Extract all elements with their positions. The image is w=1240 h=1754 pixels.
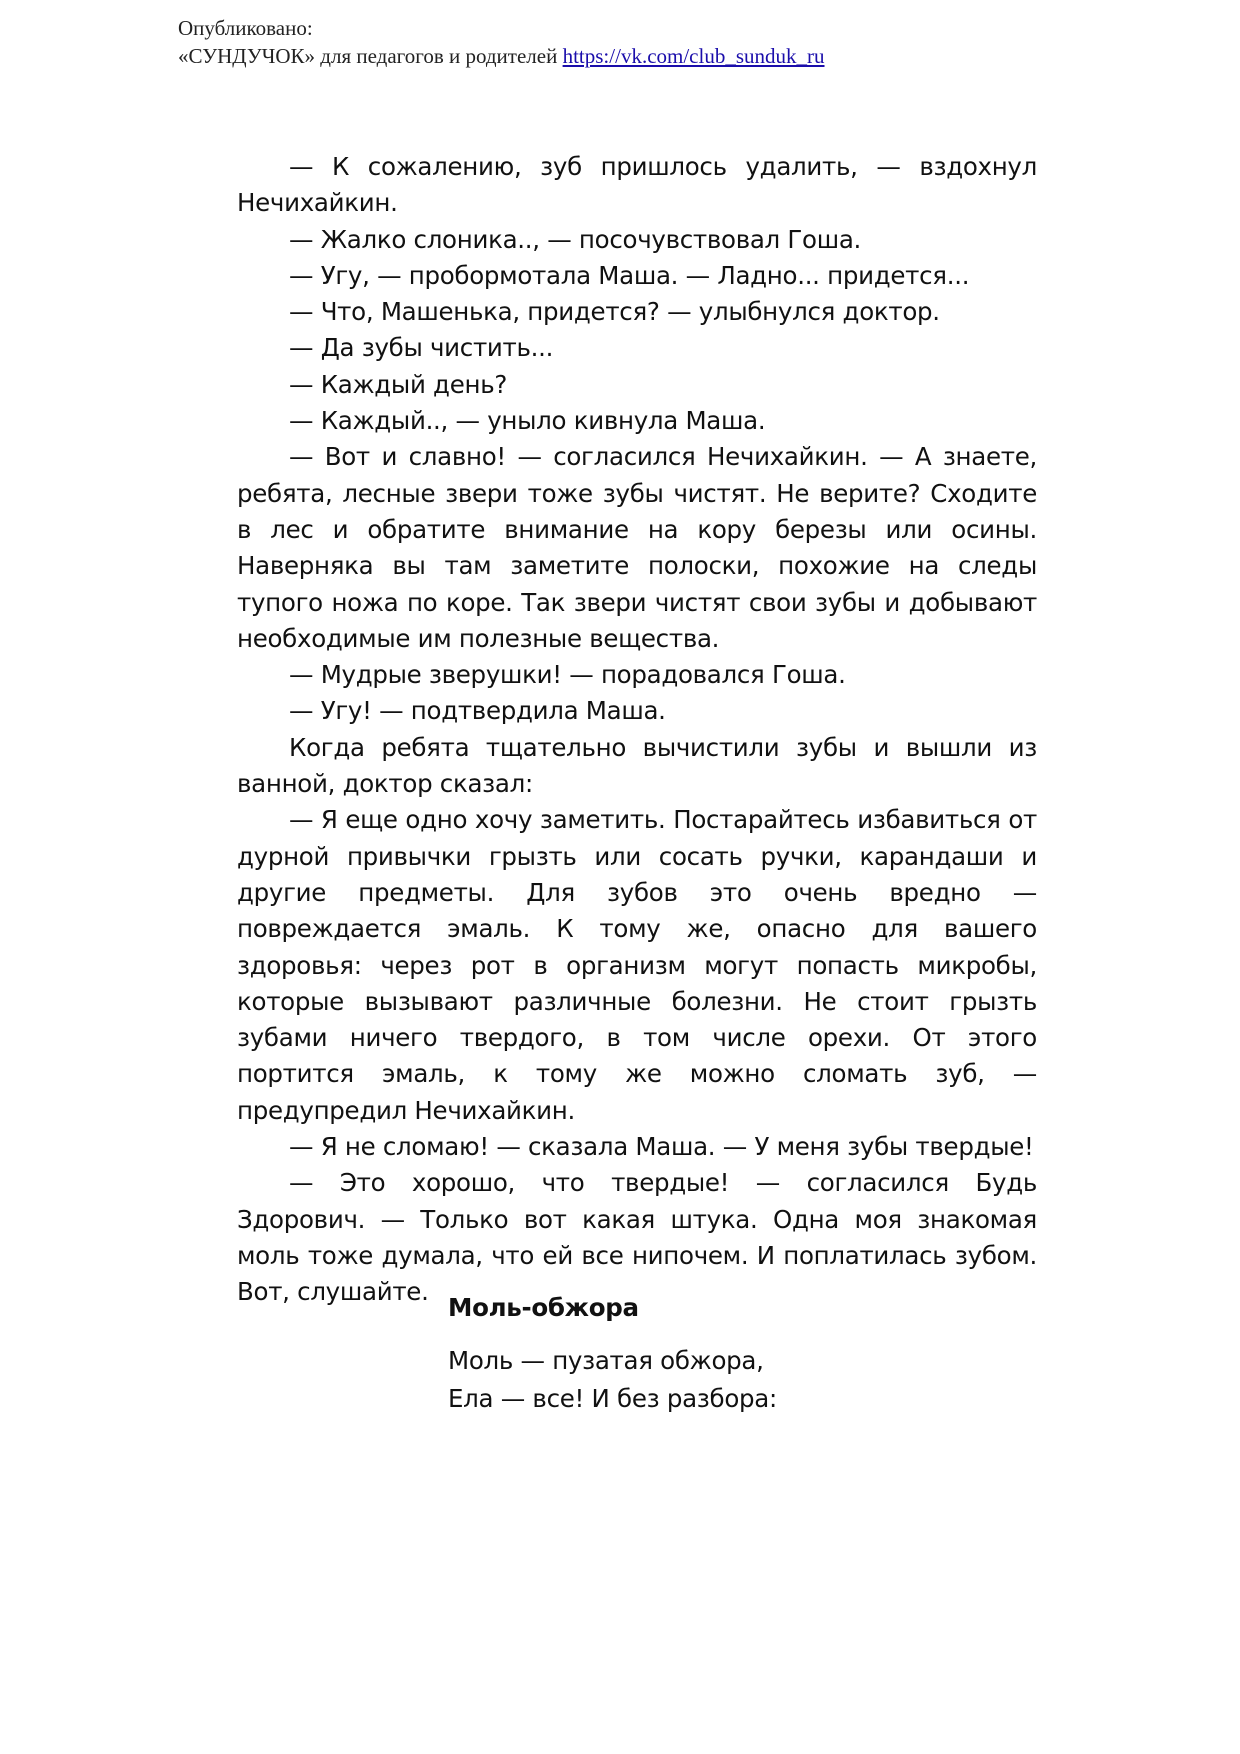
poem-line: Моль — пузатая обжора, (448, 1346, 764, 1375)
paragraph-6: — Каждый день? (289, 369, 508, 399)
publisher-line (178, 42, 825, 70)
paragraph-10: — Угу! — подтвердила Маша. (289, 696, 666, 726)
paragraph-14: — Это хорошо, что твердые! — согласился Будь Здорович. — Только вот какая штука. Одна моя знакомая моль тоже думала, что ей все нипочем. И поплатилась зубом. Вот, слушайте. (237, 1168, 1037, 1307)
paragraph-7: — Каждый.., — уныло кивнула Маша. (289, 406, 766, 436)
paragraph-4: — Что, Машенька, придется? — улыбнулся доктор. (289, 297, 940, 327)
paragraph-13: — Я не сломаю! — сказала Маша. — У меня зубы твердые! (289, 1132, 1034, 1162)
paragraph-3: — Угу, — пробормотала Маша. — Ладно... придется... (289, 260, 970, 290)
paragraph-5: — Да зубы чистить... (289, 333, 554, 363)
paragraph-8: — Вот и славно! — согласился Нечихайкин. — А знаете, ребята, лесные звери тоже зубы чистят. Не верите? Сходите в лес и обратите внимание на кору березы или осины. Наверняка вы там заметите полоски, похожие на следы тупого ножа по коре. Так звери чистят свои зубы и добывают необходимые им полезные вещества. (237, 442, 1037, 653)
published-label: Опубликовано: (178, 16, 313, 40)
paragraph-2: — Жалко слоника.., — посочувствовал Гоша. (289, 224, 862, 254)
story-text (237, 149, 1037, 1311)
paragraph-9: — Мудрые зверушки! — порадовался Гоша. (289, 660, 846, 690)
paragraph-12: — Я еще одно хочу заметить. Постарайтесь избавиться от дурной привычки грызть или сосать ручки, карандаши и другие предметы. Для зубов это очень вредно — повреждается эмаль. К тому же, опасно для вашего здоровья: через рот в организм могут попасть микробы, которые вызывают различные болезни. Не стоит грызть зубами ничего твердого, в том числе орехи. От этого портится эмаль, к тому же можно сломать зуб, — предупредил Нечихайкин. (237, 805, 1037, 1125)
poem (448, 1290, 777, 1418)
poem-line: Ела — все! И без разбора: (448, 1384, 777, 1413)
poem-title: Моль-обжора (448, 1293, 639, 1322)
paragraph-11: Когда ребята тщательно вычистили зубы и вышли из ванной, доктор сказал: (237, 732, 1037, 799)
publisher-name: «СУНДУЧОК» для педагогов и родителей (178, 44, 563, 68)
paragraph-1: — К сожалению, зуб пришлось удалить, — вздохнул Нечихайкин. (237, 152, 1037, 218)
publication-header (178, 14, 825, 70)
publisher-link[interactable]: https://vk.com/club_sunduk_ru (562, 44, 825, 68)
